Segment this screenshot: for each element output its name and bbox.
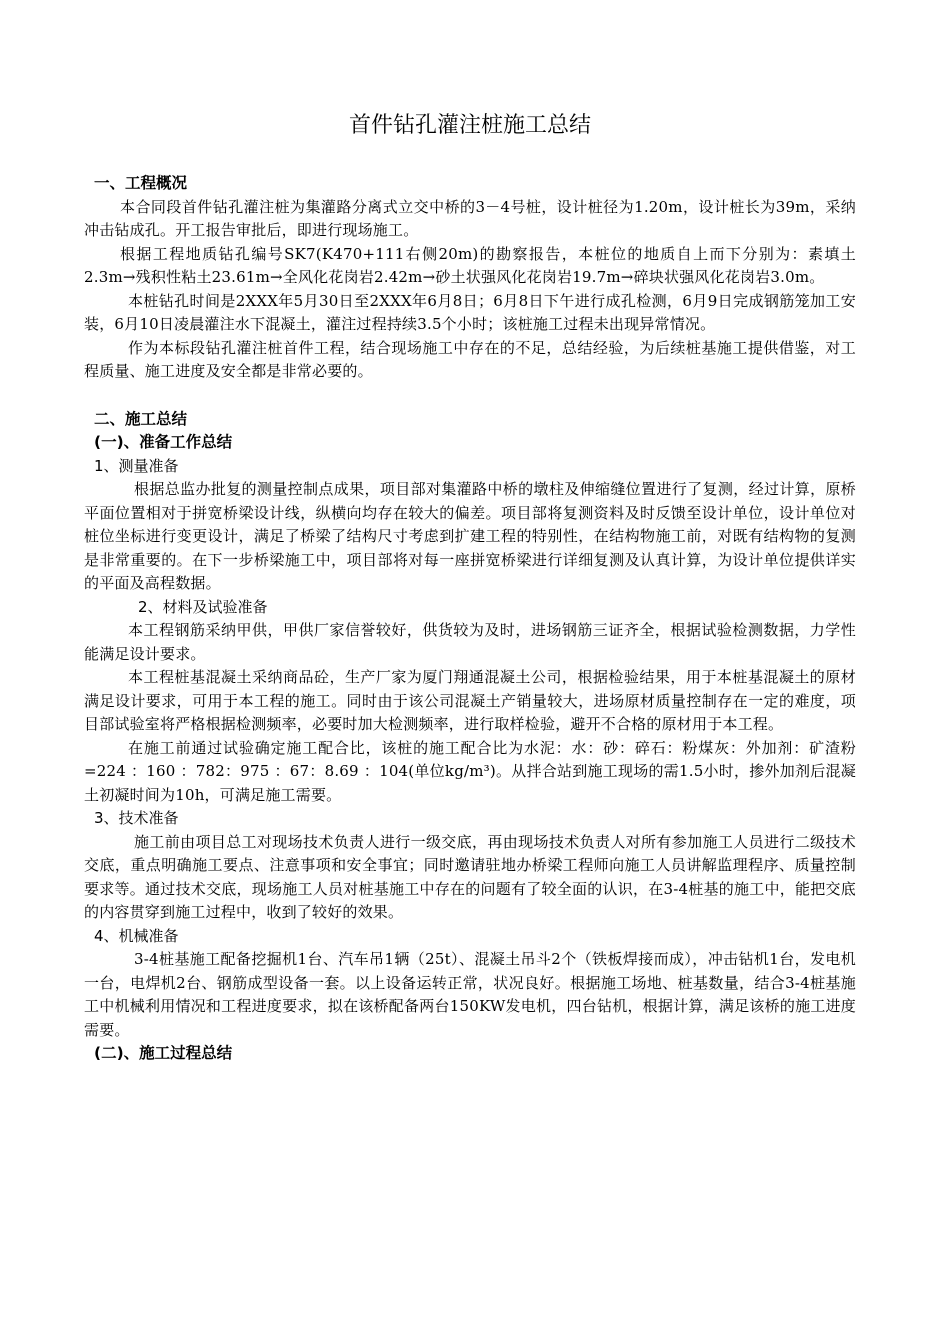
paragraph: 本工程桩基混凝土采纳商品砼，生产厂家为厦门翔通混凝土公司，根据检验结果，用于本桩基混凝土的原材满足设计要求，可用于本工程的施工。同时由于该公司混凝土产销量较大，进场原材质量控制存在一定的难度，项目部试验室将严格根据检测频率，必要时加大检测频率，进行取样检验，避开不合格的原材用于本工程。 [84, 668, 856, 733]
item-heading-machinery: 4、机械准备 [94, 926, 179, 945]
paragraph: 本桩钻孔时间是2XXX年5月30日至2XXX年6月8日；6月8日下午进行成孔检测，6月9日完成钢筋笼加工安装，6月10日凌晨灌注水下混凝土，灌注过程持续3.5个小时；该桩施工过程未出现异常情况。 [84, 291, 856, 333]
document-title: 首件钻孔灌注桩施工总结 [348, 113, 591, 138]
subsection-heading-preparation: (一)、准备工作总结 [94, 433, 233, 451]
paragraph: 3-4桩基施工配备挖掘机1台、汽车吊1辆（25t）、混凝土吊斗2个（铁板焊接而成），冲击钻机1台，发电机一台，电焊机2台、钢筋成型设备一套。以上设备运转正常，状况良好。根据施工场地、桩基数量，结合3-4桩基施工中机械利用情况和工程进度要求，拟在该桥配备两台150KW发电机，四台钻机，根据计算，满足该桥的施工进度需要。 [84, 950, 856, 1039]
item-heading-technical: 3、技术准备 [94, 809, 179, 827]
paragraph: 本合同段首件钻孔灌注桩为集灌路分离式立交中桥的3－4号桩，设计桩径为1.20m，设计桩长为39m，采纳冲击钻成孔。开工报告审批后，即进行现场施工。 [84, 197, 856, 239]
paragraph: 根据工程地质钻孔编号SK7(K470+111右侧20m)的勘察报告，本桩位的地质自上而下分别为：素填土2.3m→残积性粘土23.61m→全风化花岗岩2.42m→砂土状强风化花岗岩19.7m→碎块状强风化花岗岩3.0m。 [84, 244, 856, 286]
section-heading-summary: 二、施工总结 [94, 409, 188, 428]
item-heading-survey: 1、测量准备 [94, 456, 179, 475]
paragraph: 在施工前通过试验确定施工配合比，该桩的施工配合比为水泥：水：砂：碎石：粉煤灰：外加剂：矿渣粉=224 ：160 ：782：975 ：67：8.69 ：104(单位kg/m³)。从拌合站到施工现场的需1.5小时，掺外加剂后混凝土初凝时间为10h，可满足施工需要。 [84, 738, 856, 804]
document-page [84, 106, 856, 1066]
paragraph: 根据总监办批复的测量控制点成果，项目部对集灌路中桥的墩柱及伸缩缝位置进行了复测，经过计算，原桥平面位置相对于拼宽桥梁设计线，纵横向均存在较大的偏差。项目部将复测资料及时反馈至设计单位，设计单位对桩位坐标进行变更设计，满足了桥梁了结构尺寸考虑到扩建工程的特别性，在结构物施工前，对既有结构物的复测是非常重要的。在下一步桥梁施工中，项目部将对每一座拼宽桥梁进行详细复测及认真计算，为设计单位提供详实的平面及高程数据。 [84, 480, 856, 592]
subsection-heading-process: (二)、施工过程总结 [94, 1044, 233, 1062]
section-heading-overview: 一、工程概况 [94, 174, 188, 192]
paragraph: 施工前由项目总工对现场技术负责人进行一级交底，再由现场技术负责人对所有参加施工人员进行二级技术交底，重点明确施工要点、注意事项和安全事宜；同时邀请驻地办桥梁工程师向施工人员讲解监理程序、质量控制要求等。通过技术交底，现场施工人员对桩基施工中存在的问题有了较全面的认识，在3-4桩基的施工中，能把交底的内容贯穿到施工过程中，收到了较好的效果。 [84, 832, 856, 921]
item-heading-materials: 2、材料及试验准备 [138, 597, 268, 616]
paragraph: 作为本标段钻孔灌注桩首件工程，结合现场施工中存在的不足，总结经验，为后续桩基施工提供借鉴，对工程质量、施工进度及安全都是非常必要的。 [84, 338, 856, 380]
paragraph: 本工程钢筋采纳甲供，甲供厂家信誉较好，供货较为及时，进场钢筋三证齐全，根据试验检测数据，力学性能满足设计要求。 [84, 621, 856, 663]
spacer [84, 384, 856, 408]
